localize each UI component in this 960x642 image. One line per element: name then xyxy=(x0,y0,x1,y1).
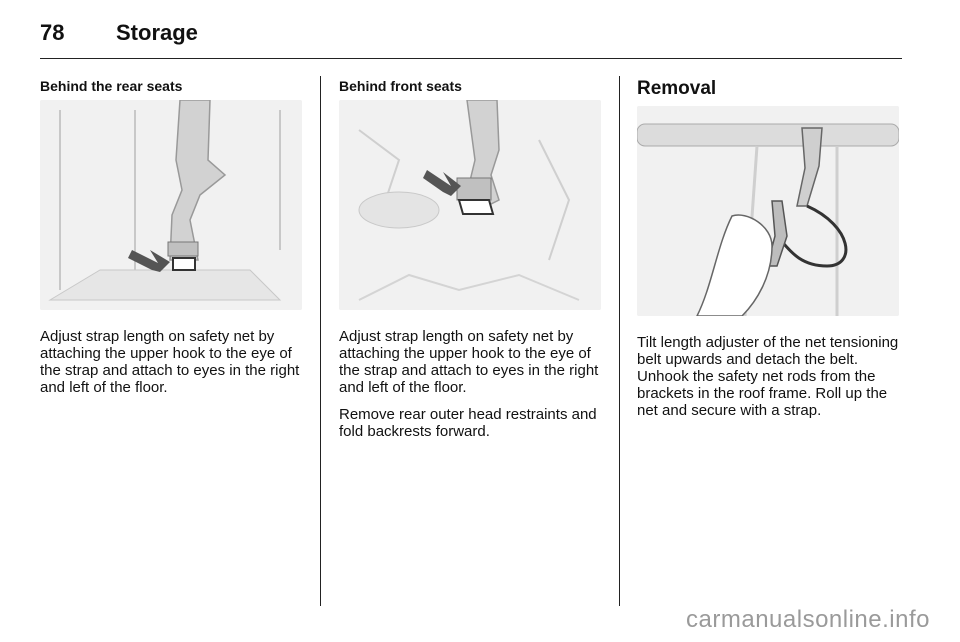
column-rear-seats xyxy=(40,76,306,406)
paragraph: Adjust strap length on safety net by attaching the upper hook to the eye of the strap and attach to eyes in the right and left of the floor. xyxy=(339,328,599,396)
rear-seats-illustration xyxy=(40,100,302,310)
chapter-title: Storage xyxy=(116,20,198,45)
watermark: carmanualsonline.info xyxy=(686,606,930,633)
section-heading: Behind front seats xyxy=(339,78,462,94)
column-front-seats xyxy=(339,76,607,450)
page-number: 78 xyxy=(40,20,65,45)
section-heading: Behind the rear seats xyxy=(40,78,183,94)
column-removal xyxy=(637,76,903,429)
removal-illustration xyxy=(637,106,899,316)
column-divider xyxy=(320,76,321,606)
section-heading: Removal xyxy=(637,78,717,99)
header-rule xyxy=(40,58,902,59)
paragraph: Remove rear outer head restraints and fold backrests forward. xyxy=(339,406,597,440)
paragraph: Adjust strap length on safety net by attaching the upper hook to the eye of the strap and attach to eyes in the right and left of the floor. xyxy=(40,328,300,396)
column-divider xyxy=(619,76,620,606)
page-header xyxy=(40,18,902,60)
paragraph: Tilt length adjuster of the net tensioning belt upwards and detach the belt. Unhook the safety net rods from the brackets in the roof frame. Roll up the net and secure with a strap. xyxy=(637,334,899,419)
front-seats-illustration xyxy=(339,100,601,310)
